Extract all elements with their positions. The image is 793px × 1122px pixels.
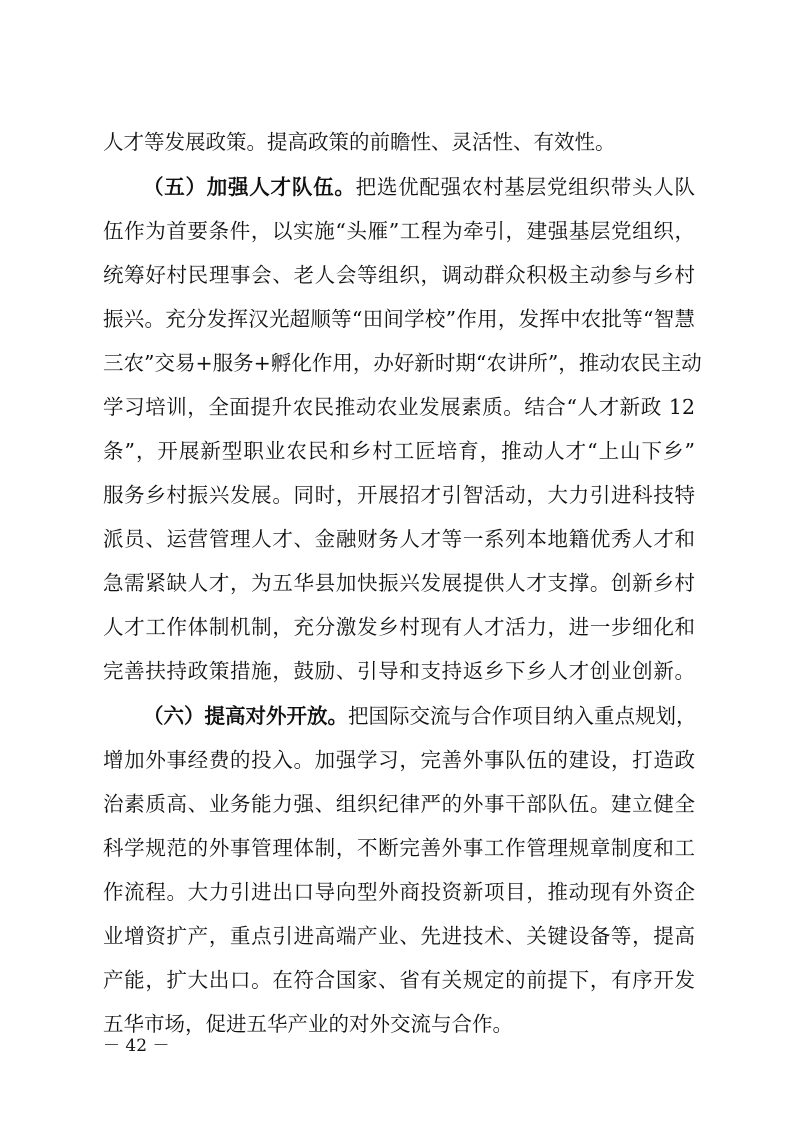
section-six-heading: （六）提高对外开放。 [143, 704, 348, 728]
section-five-heading: （五）加强人才队伍。 [143, 175, 356, 199]
section-five-first-line [143, 165, 695, 209]
text-line: 派员、运营管理人才、金融财务人才等一系列本地籍优秀人才和 [103, 527, 695, 551]
text-line: 增加外事经费的投入。加强学习，完善外事队伍的建设，打造政 [103, 748, 695, 772]
text-line: 急需紧缺人才，为五华县加快振兴发展提供人才支撑。创新乡村 [103, 571, 695, 595]
text-line: 人才工作体制机制，充分激发乡村现有人才活力，进一步细化和 [103, 615, 695, 639]
text-line: 治素质高、业务能力强、组织纪律严的外事干部队伍。建立健全 [103, 792, 695, 816]
text-line: 伍作为首要条件，以实施“头雁”工程为牵引，建强基层党组织， [103, 219, 695, 243]
text-line: 产能，扩大出口。在符合国家、省有关规定的前提下，有序开发 [103, 968, 695, 992]
text-line: 学习培训，全面提升农民推动农业发展素质。结合“人才新政 12 [103, 395, 695, 419]
text-line: 三农”交易+服务+孵化作用，办好新时期“农讲所”，推动农民主动 [103, 351, 702, 375]
text-line: 完善扶持政策措施，鼓励、引导和支持返乡下乡人才创业创新。 [103, 659, 695, 683]
page-number: － 42 － [103, 1036, 170, 1056]
text-line: 业增资扩产，重点引进高端产业、先进技术、关键设备等，提高 [103, 924, 695, 948]
text-line: 人才等发展政策。提高政策的前瞻性、灵活性、有效性。 [103, 130, 616, 154]
text-line: 服务乡村振兴发展。同时，开展招才引智活动，大力引进科技特 [103, 483, 695, 507]
text-line: 条”，开展新型职业农民和乡村工匠培育，推动人才“上山下乡” [103, 439, 695, 463]
text-line: 把国际交流与合作项目纳入重点规划， [348, 704, 697, 728]
text-line: 五华市场，促进五华产业的对外交流与合作。 [103, 1012, 513, 1036]
text-line: 振兴。充分发挥汉光超顺等“田间学校”作用，发挥中农批等“智慧 [103, 307, 695, 331]
text-line: 统筹好村民理事会、老人会等组织，调动群众积极主动参与乡村 [103, 263, 695, 287]
section-six-first-line [143, 694, 695, 738]
text-line: 作流程。大力引进出口导向型外商投资新项目，推动现有外资企 [103, 880, 695, 904]
text-line: 把选优配强农村基层党组织带头人队 [355, 175, 696, 199]
text-line: 科学规范的外事管理体制，不断完善外事工作管理规章制度和工 [103, 836, 695, 860]
